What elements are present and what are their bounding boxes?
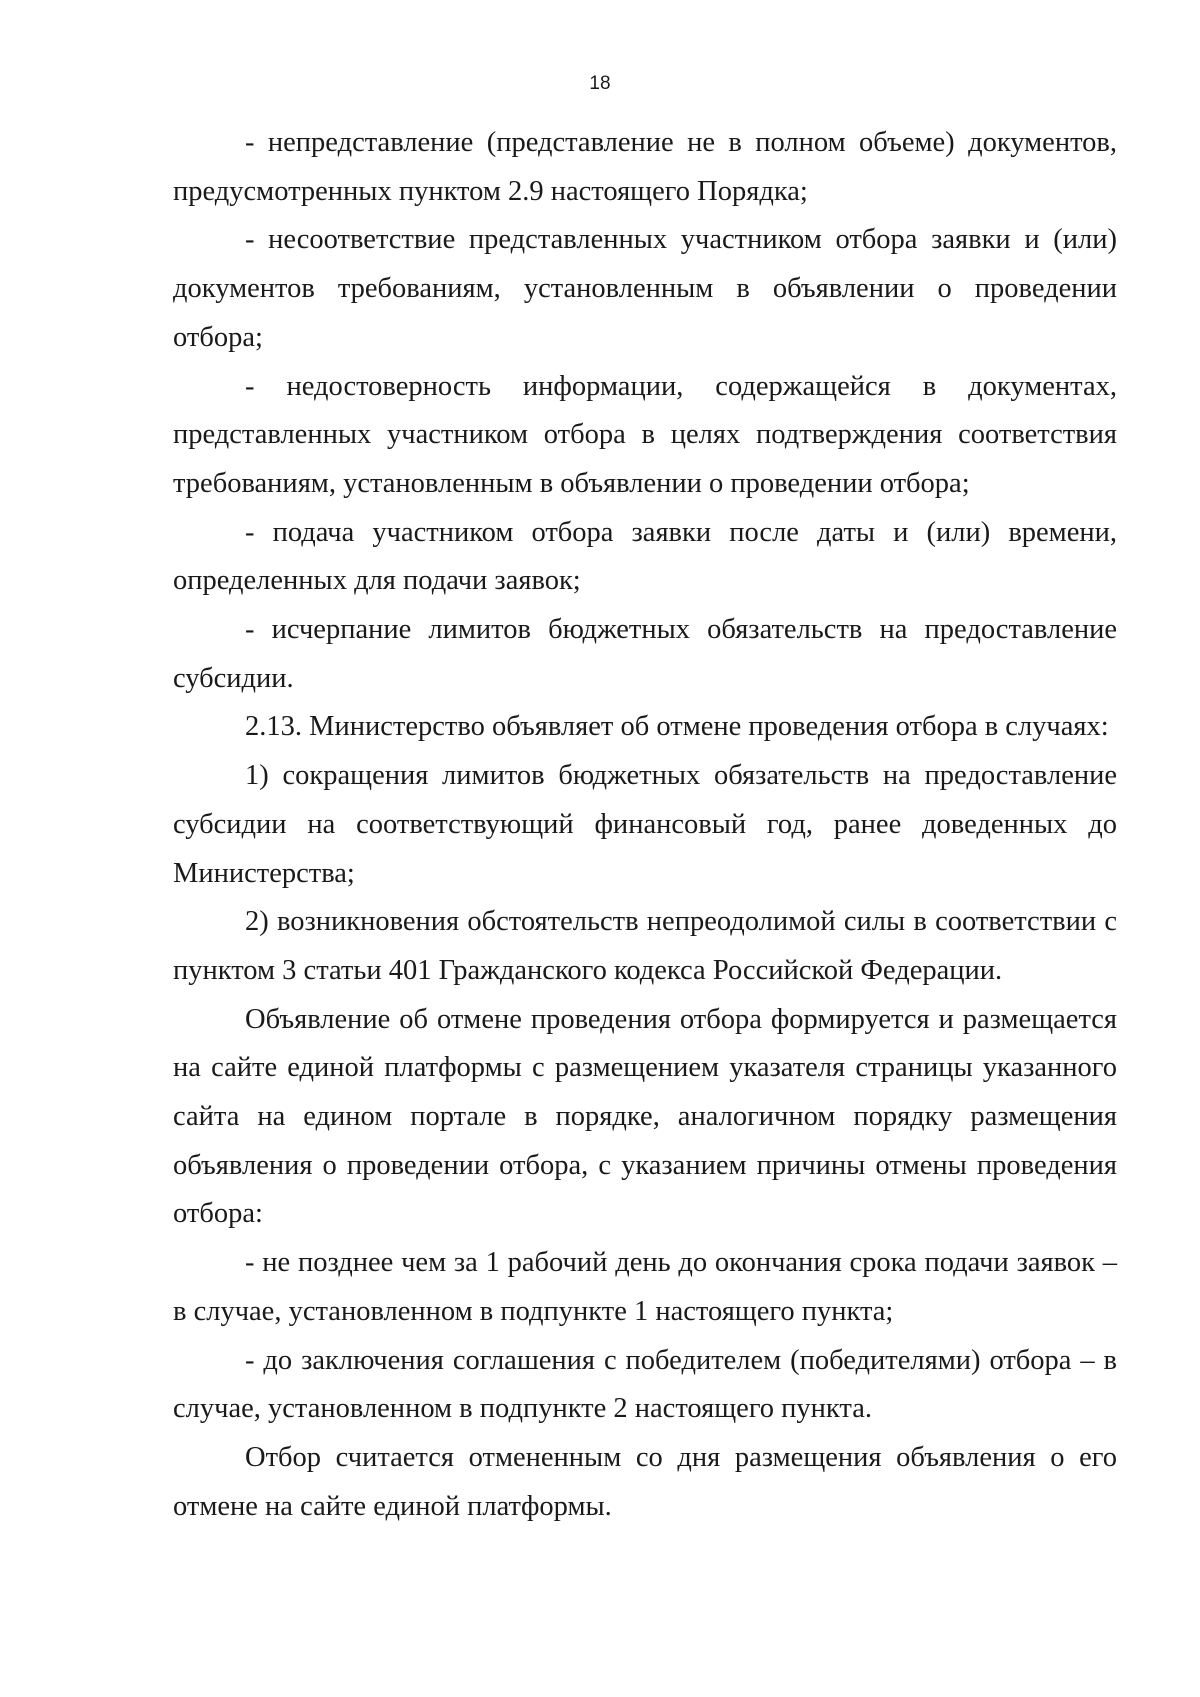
paragraph-deadline-case-1: - не позднее чем за 1 рабочий день до окончания срока подачи заявок – в случае, установленном в подпункте 1 настоящего пункта; [173,1247,1117,1327]
paragraph-noncompliance: - несоответствие представленных участником отбора заявки и (или) документов требованиям, установленным в объявлении о проведении отбора; [173,224,1117,353]
paragraph-unreliable-info: - недостоверность информации, содержащейся в документах, представленных участником отбора в целях подтверждения соответствия требованиям, установленным в объявлении о проведении отбора; [173,370,1117,499]
paragraph-cancellation-effective: Отбор считается отмененным со дня размещения объявления о его отмене на сайте единой платформы. [173,1441,1117,1522]
page-number: 18 [589,73,611,94]
paragraph-late-submission: - подача участником отбора заявки после даты и (или) времени, определенных для подачи заявок; [173,516,1117,597]
paragraph-cancellation-notice: Объявление об отмене проведения отбора формируется и размещается на сайте единой платформы с размещением указателя страницы указанного сайта на едином портале в порядке, аналогичном порядку размещения объявления о проведении отбора, с указанием причины отмены проведения отбора: [173,1003,1117,1230]
document-body [173,119,1117,1531]
paragraph-deadline-case-2: - до заключения соглашения с победителем (победителями) отбора – в случае, установленном в подпункте 2 настоящего пункта. [173,1344,1117,1425]
paragraph-nonsubmission: - непредставление (представление не в полном объеме) документов, предусмотренных пунктом 2.9 настоящего Порядка; [173,127,1117,207]
paragraph-case-2: 2) возникновения обстоятельств непреодолимой силы в соответствии с пунктом 3 статьи 401 Гражданского кодекса Российской Федерации. [173,906,1117,986]
paragraph-2-13-heading: 2.13. Министерство объявляет об отмене проведения отбора в случаях: [245,711,1109,743]
paragraph-limits-exhausted: - исчерпание лимитов бюджетных обязательств на предоставление субсидии. [173,614,1117,694]
paragraph-case-1: 1) сокращения лимитов бюджетных обязательств на предоставление субсидии на соответствующий финансовый год, ранее доведенных до Министерства; [173,760,1117,889]
